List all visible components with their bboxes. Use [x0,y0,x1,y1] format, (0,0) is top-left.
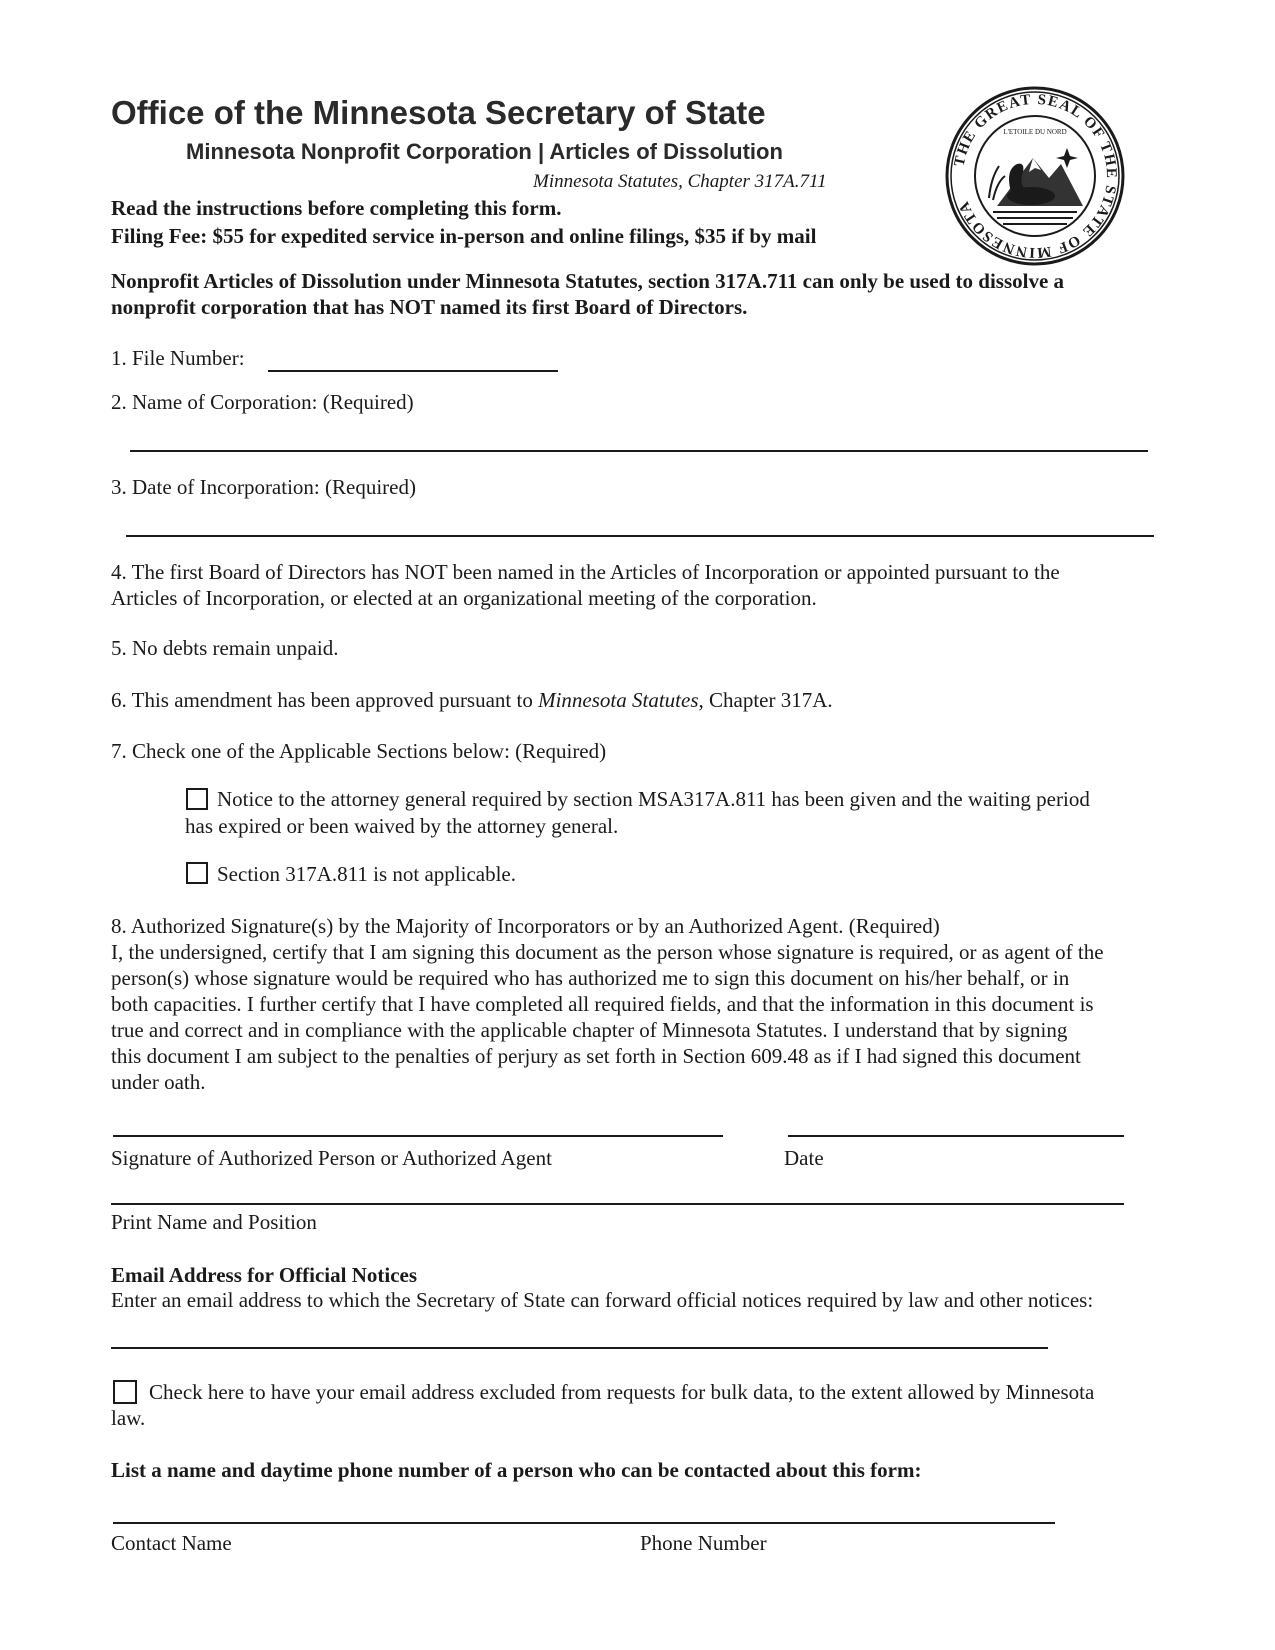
exclude-email-line-2: law. [111,1406,146,1430]
certification-line: under oath. [111,1070,206,1094]
file-number-input[interactable] [268,370,558,372]
seal-inner-text: L'ETOILE DU NORD [1003,128,1067,136]
exclude-email-line-1: Check here to have your email address excluded from requests for bulk data, to the extent allowed by Minnesota [149,1380,1095,1404]
approval-statute: Minnesota Statutes [538,688,699,712]
date-label: Date [784,1146,824,1170]
option-not-applicable-label: Section 317A.811 is not applicable. [217,862,517,886]
file-number-label: 1. File Number: [111,346,245,370]
seal-outer-text: THE GREAT SEAL OF THE STATE OF MINNESOTA [951,91,1120,261]
signature-input[interactable] [113,1135,723,1137]
debts-statement: 5. No debts remain unpaid. [111,636,339,660]
certification-line: true and correct and in compliance with the applicable chapter of Minnesota Statutes. I understand that by signing [111,1018,1068,1042]
corp-name-label: 2. Name of Corporation: (Required) [111,390,414,414]
print-name-label: Print Name and Position [111,1210,317,1234]
contact-input[interactable] [113,1522,1055,1524]
state-seal-icon [945,86,1125,266]
contact-heading: List a name and daytime phone number of a person who can be contacted about this form: [111,1458,922,1482]
date-input[interactable] [788,1135,1124,1137]
notice-line-2: nonprofit corporation that has NOT named its first Board of Directors. [111,295,748,319]
certification-line: both capacities. I further certify that I have completed all required fields, and that the information in this document is [111,992,1094,1016]
certification-line: this document I am subject to the penalties of perjury as set forth in Section 609.48 as if I had signed this document [111,1044,1081,1068]
email-instructions: Enter an email address to which the Secretary of State can forward official notices required by law and other notices: [111,1288,1094,1312]
signature-heading: 8. Authorized Signature(s) by the Majority of Incorporators or by an Authorized Agent. (Required) [111,914,940,938]
approval-chapter: , Chapter 317A. [698,688,833,712]
approval-text: 6. This amendment has been approved pursuant to [111,688,539,712]
state-seal [945,86,1125,266]
instructions-note: Read the instructions before completing this form. [111,196,562,220]
inc-date-label: 3. Date of Incorporation: (Required) [111,475,416,499]
option-not-applicable-checkbox[interactable] [186,862,208,884]
print-name-input[interactable] [111,1203,1124,1205]
filing-fee: Filing Fee: $55 for expedited service in-person and online filings, $35 if by mail [111,224,817,248]
phone-number-label: Phone Number [640,1531,767,1555]
email-heading: Email Address for Official Notices [111,1263,418,1287]
statute-reference: Minnesota Statutes, Chapter 317A.711 [533,171,827,192]
board-statement-line-2: Articles of Incorporation, or elected at an organizational meeting of the corporation. [111,586,817,610]
inc-date-input[interactable] [126,535,1154,537]
notice-line-1: Nonprofit Articles of Dissolution under Minnesota Statutes, section 317A.711 can only be used to dissolve a [111,269,1065,293]
contact-name-label: Contact Name [111,1531,232,1555]
board-statement-line-1: 4. The first Board of Directors has NOT been named in the Articles of Incorporation or appointed pursuant to the [111,560,1060,584]
option-notice-checkbox[interactable] [186,788,208,810]
certification-line: I, the undersigned, certify that I am signing this document as the person whose signature is required, or as agent of the [111,940,1104,964]
check-one-label: 7. Check one of the Applicable Sections below: (Required) [111,739,607,763]
option-notice-line-2: has expired or been waived by the attorney general. [185,814,619,838]
certification-line: person(s) whose signature would be required who has authorized me to sign this document on his/her behalf, or in [111,966,1070,990]
form-subtitle: Minnesota Nonprofit Corporation | Articles of Dissolution [186,139,783,164]
exclude-email-checkbox[interactable] [113,1380,137,1404]
approval-statement [111,687,833,714]
page-title: Office of the Minnesota Secretary of State [111,94,766,131]
signature-label: Signature of Authorized Person or Authorized Agent [111,1146,552,1170]
email-input[interactable] [111,1347,1048,1349]
option-notice-line-1: Notice to the attorney general required by section MSA317A.811 has been given and the waiting period [217,787,1090,811]
corp-name-input[interactable] [130,450,1148,452]
